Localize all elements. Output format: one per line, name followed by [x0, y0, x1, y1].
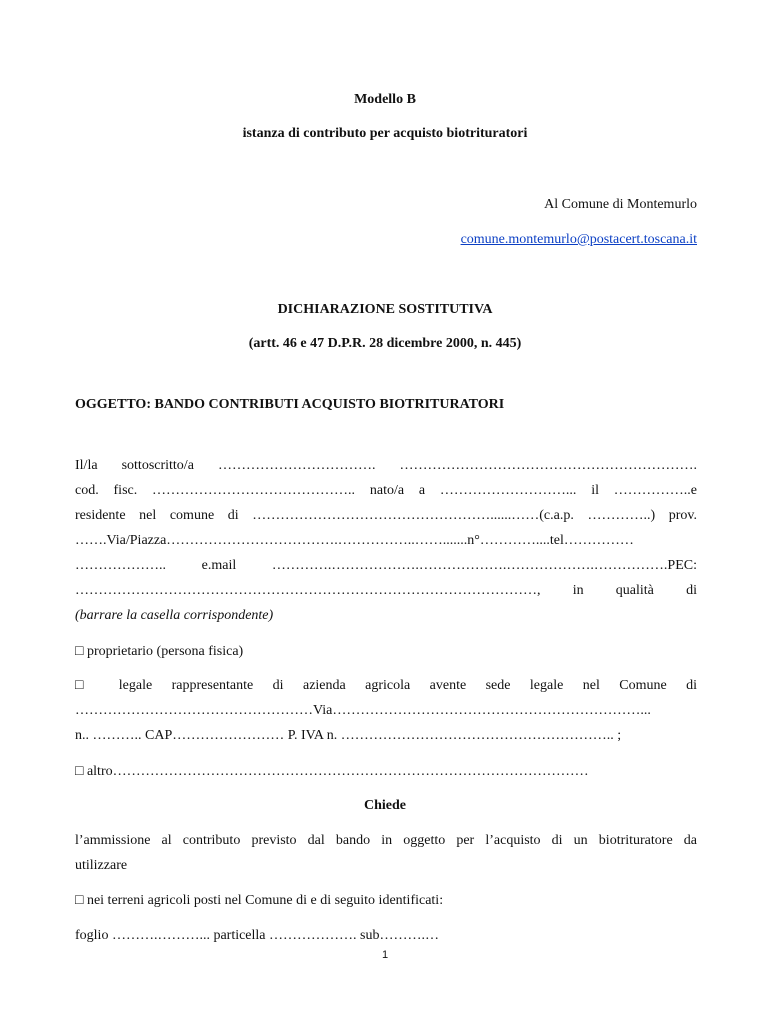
- form-line-email: ……………….. e.mail ………….……………….……………….……………….…………….PEC:: [75, 558, 697, 573]
- option-legal-rep: □ legale rappresentante di azienda agricola avente sede legale nel Comune di: [75, 678, 697, 693]
- form-line-fiscal-code: cod. fisc. …………………………………….. nato/a a ………………………... il ……………..e: [75, 483, 697, 498]
- request-text-line1: l’ammissione al contributo previsto dal bando in oggetto per l’acquisto di un biotrituratore da: [75, 833, 697, 848]
- request-heading: Chiede: [364, 798, 406, 813]
- page-number: 1: [381, 949, 389, 961]
- declaration-title: DICHIARAZIONE SOSTITUTIVA: [277, 302, 493, 317]
- recipient-name: Al Comune di Montemurlo: [544, 197, 697, 212]
- option-legal-rep-address: ……………………………………………Via…………………………………………………………...: [75, 703, 651, 718]
- request-text-line2: utilizzare: [75, 858, 128, 873]
- parcel-line: foglio ……….………... particella ………………. sub……….…: [75, 928, 439, 943]
- model-label: Modello B: [354, 92, 416, 107]
- recipient-email[interactable]: comune.montemurlo@postacert.toscana.it: [460, 232, 697, 247]
- option-land: □ nei terreni agricoli posti nel Comune di e di seguito identificati:: [75, 893, 444, 908]
- form-line-capacity: ………………………………………………………………………………………, in qualità di: [75, 583, 697, 598]
- option-other: □ altro…………………………………………………………………………………………: [75, 764, 589, 779]
- form-line-name: Il/la sottoscritto/a ……………………………. ……………………………………………………….: [75, 458, 697, 473]
- object-heading: OGGETTO: BANDO CONTRIBUTI ACQUISTO BIOTRITURATORI: [75, 397, 505, 412]
- instruction-text: (barrare la casella corrispondente): [75, 608, 274, 623]
- declaration-reference: (artt. 46 e 47 D.P.R. 28 dicembre 2000, n. 445): [248, 336, 522, 351]
- option-legal-rep-vat: n.. ……….. CAP…………………… P. IVA n. ………………………………………………….. ;: [75, 728, 622, 743]
- form-line-residence: residente nel comune di ……………………………………………......……(c.a.p. …………..) prov.: [75, 508, 697, 523]
- form-line-address: …….Via/Piazza……………………………….……………..…….......n°…………....tel……………: [75, 533, 634, 548]
- document-subject: istanza di contributo per acquisto biotrituratori: [242, 126, 528, 141]
- recipient-email-link[interactable]: [461, 231, 697, 249]
- option-owner: □ proprietario (persona fisica): [75, 644, 244, 659]
